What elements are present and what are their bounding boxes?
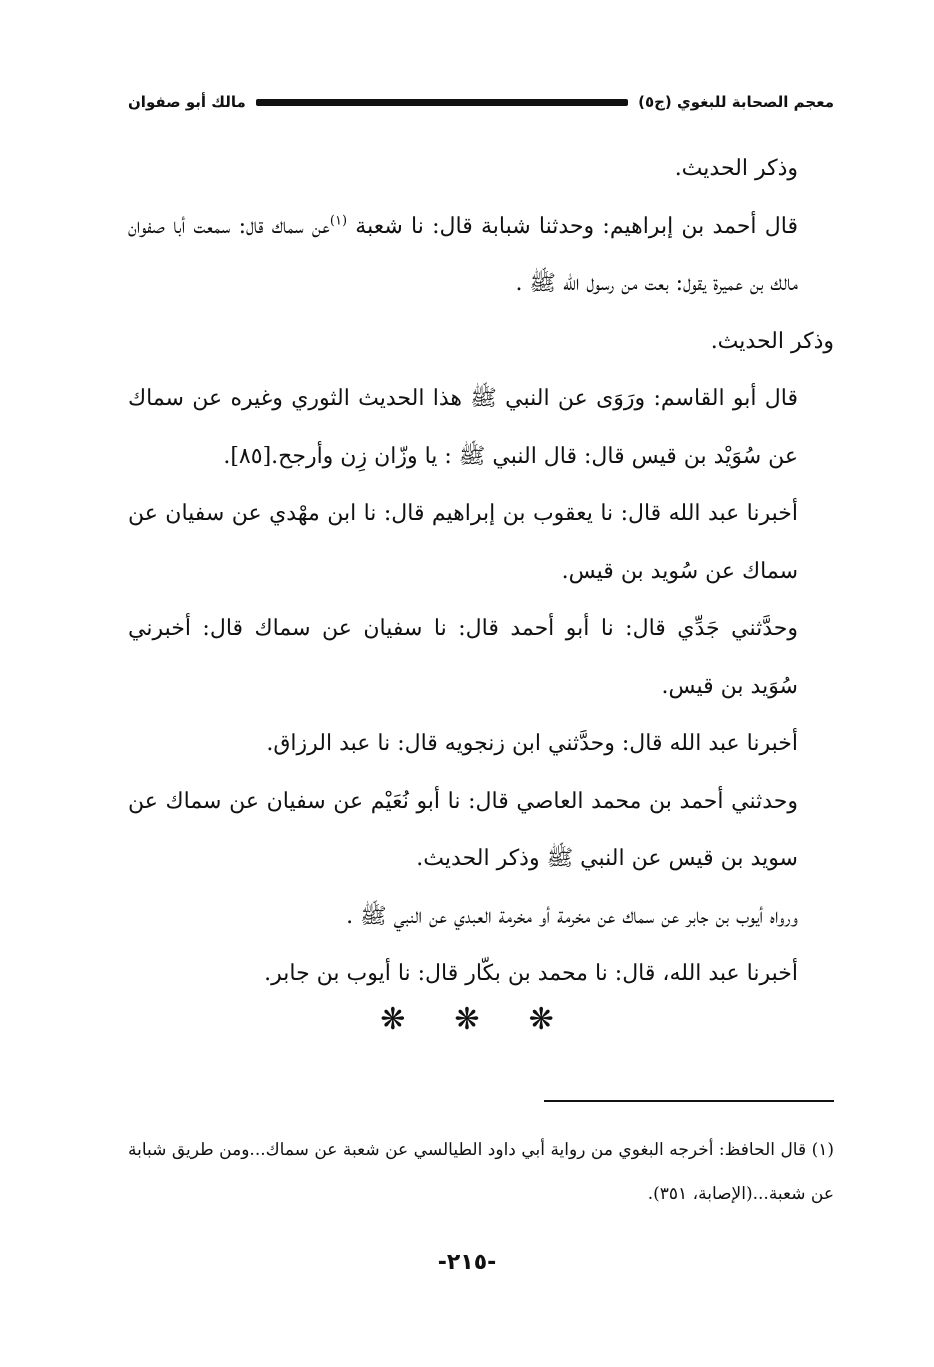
- asterism-ornament-icon: ❋: [528, 1002, 554, 1037]
- running-header: [128, 88, 834, 116]
- paragraph-text: قال أحمد بن إبراهيم: وحدثنا شبابة قال: نا شعبة: [347, 213, 799, 239]
- footnote-separator: [544, 1100, 834, 1102]
- paragraph: [128, 198, 834, 313]
- paragraph: أخبرنا عبد الله قال: وحدَّثني ابن زنجويه قال: نا عبد الرزاق.: [266, 731, 798, 756]
- asterism-ornament-icon: ❋: [454, 1002, 480, 1037]
- footnote: (١) قال الحافظ: أخرجه البغوي من رواية أبي داود الطيالسي عن شعبة عن سماك...ومن طريق شبابة عن شعبة...(الإصابة، ٣٥١).: [128, 1140, 834, 1204]
- asterism-ornament-icon: ❋: [380, 1002, 406, 1037]
- header-section-title: مالك أبو صفوان: [128, 93, 246, 111]
- paragraph: ورواه أيوب بن جابر عن سماك عن مخرمة أو مخرمة العبدي عن النبي ﷺ .: [346, 903, 798, 929]
- paragraph: وحدَّثني جَدِّي قال: نا أبو أحمد قال: نا سفيان عن سماك قال: أخبرني سُوَيد بن قيس.: [128, 616, 798, 699]
- header-book-title: معجم الصحابة للبغوي (ج٥): [638, 93, 834, 111]
- main-text: [128, 140, 834, 1003]
- paragraph: قال أبو القاسم: ورَوَى عن النبي ﷺ هذا الحديث الثوري وغيره عن سماك عن سُوَيْد بن قيس قال: قال النبي ﷺ : يا وزّان زِن وأرجح.[٨٥].: [128, 386, 798, 469]
- paragraph: أخبرنا عبد الله، قال: نا محمد بن بكّار قال: نا أيوب بن جابر.: [264, 961, 798, 986]
- section-ornaments: [0, 1000, 934, 1040]
- paragraph-text: عن سماك قال: سمعت أبا صفوان مالك بن عميرة يقول: بعت من رسول الله ﷺ .: [128, 213, 798, 296]
- footnote-reference: (١): [329, 213, 348, 229]
- paragraph: وذكر الحديث.: [710, 328, 834, 354]
- paragraph: وحدثني أحمد بن محمد العاصي قال: نا أبو نُعَيْم عن سفيان عن سماك عن سويد بن قيس عن النبي ﷺ وذكر الحديث.: [128, 788, 798, 871]
- footnotes: [128, 1128, 834, 1216]
- paragraph: أخبرنا عبد الله قال: نا يعقوب بن إبراهيم قال: نا ابن مهْدي عن سفيان عن سماك عن سُويد بن قيس.: [128, 501, 798, 584]
- page-number: -٢١٥-: [437, 1250, 497, 1275]
- header-rule: [256, 99, 628, 106]
- paragraph: وذكر الحديث.: [674, 156, 798, 181]
